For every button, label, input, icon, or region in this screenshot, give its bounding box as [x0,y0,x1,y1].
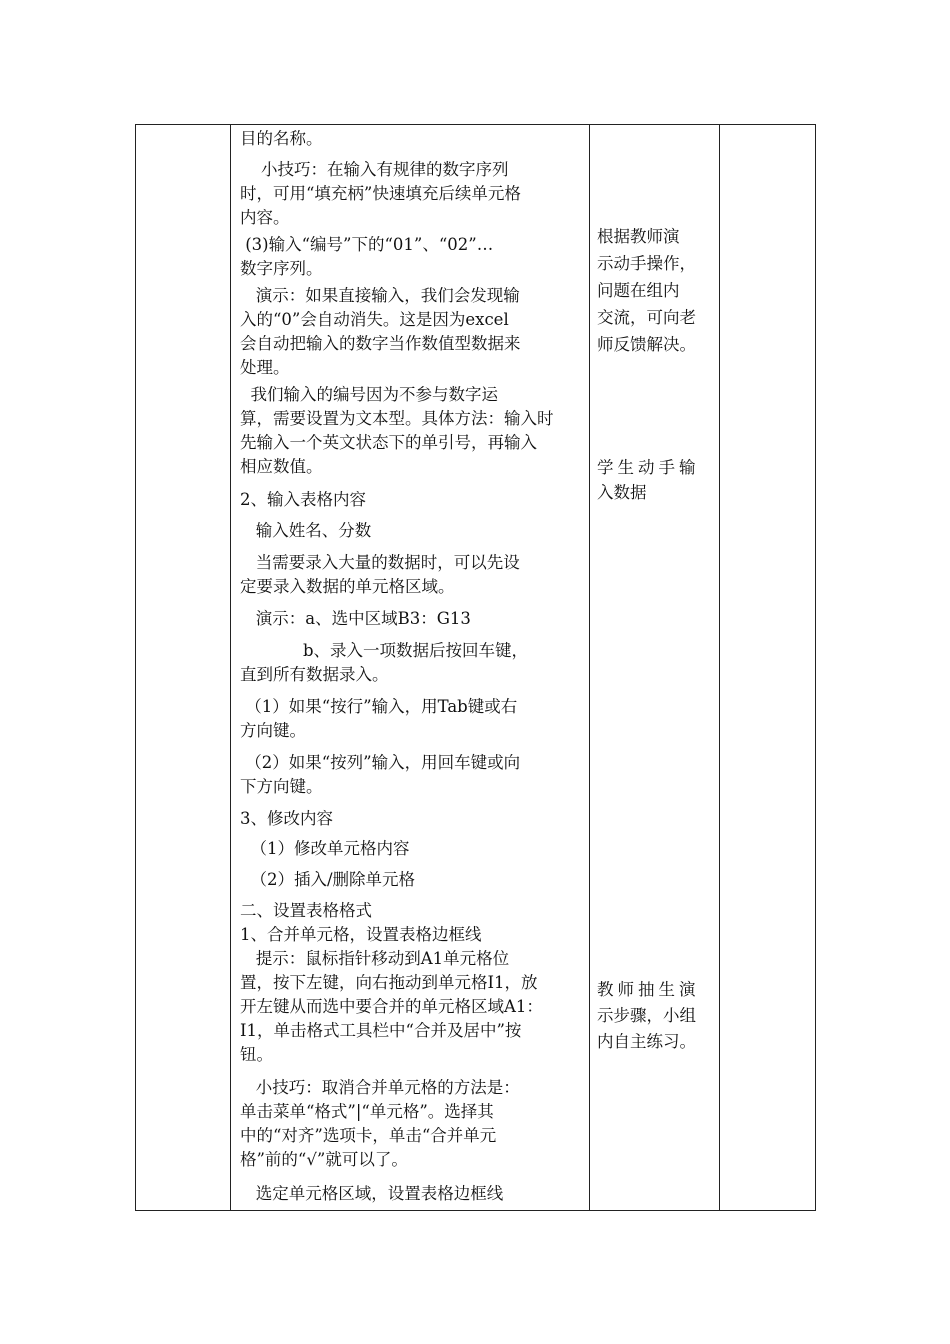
content-line: （2）插入/删除单元格 [240,870,416,889]
content-line: 会自动把输入的数字当作数值型数据来 [240,334,521,353]
content-line: 数字序列。 [240,259,323,278]
content-line: 下方向键。 [240,777,323,796]
lesson-plan-table [135,124,816,1211]
content-line: 开左键从而选中要合并的单元格区域A1： [240,997,543,1016]
content-line: 当需要录入大量的数据时，可以先设 [240,553,520,572]
content-line: I1，单击格式工具栏中“合并及居中”按 [240,1021,522,1040]
content-line: 定要录入数据的单元格区域。 [240,577,455,596]
activity-line: 学生动手输 [597,458,700,477]
content-line: （1）修改单元格内容 [240,839,410,858]
activity-line: 问题在组内 [597,281,680,300]
content-line: (3)输入“编号”下的“01”、“02”… [240,235,494,254]
activity-line: 根据教师演 [597,227,680,246]
content-line: （2）如果“按列”输入，用回车键或向 [240,753,521,772]
activity-line: 入数据 [597,483,647,502]
content-line: 直到所有数据录入。 [240,665,389,684]
content-line: 目的名称。 [240,129,323,148]
content-line: 格”前的“√”就可以了。 [240,1150,408,1169]
content-heading: 3、修改内容 [240,809,333,828]
content-line: 时，可用“填充柄”快速填充后续单元格 [240,184,521,203]
content-line: 小技巧：取消合并单元格的方法是： [240,1078,520,1097]
activity-line: 教师抽生演 [597,980,700,999]
content-line: 输入姓名、分数 [240,521,372,540]
content-line: 内容。 [240,208,290,227]
activity-line: 示动手操作， [597,254,696,273]
content-line: b、录入一项数据后按回车键， [240,641,529,660]
content-line: 先输入一个英文状态下的单引号，再输入 [240,433,537,452]
content-line: 演示：a、选中区域B3：G13 [240,609,471,628]
content-line: 我们输入的编号因为不参与数字运 [240,385,498,404]
content-line: 处理。 [240,358,290,377]
content-line: 中的“对齐”选项卡，单击“合并单元 [240,1126,497,1145]
content-line: 算，需要设置为文本型。具体方法：输入时 [240,409,554,428]
column-divider-2 [589,125,590,1210]
activity-line: 示步骤，小组 [597,1006,696,1025]
content-line: （1）如果“按行”输入，用Tab键或右 [240,697,518,716]
content-line: 选定单元格区域，设置表格边框线 [240,1184,504,1203]
content-line: 提示：鼠标指针移动到A1单元格位 [240,949,510,968]
content-line: 小技巧：在输入有规律的数字序列 [240,160,509,179]
activity-line: 师反馈解决。 [597,335,696,354]
content-line: 演示：如果直接输入，我们会发现输 [240,286,520,305]
content-line: 方向键。 [240,721,306,740]
content-line: 置，按下左键，向右拖动到单元格I1，放 [240,973,538,992]
content-line: 单击菜单“格式”|“单元格”。选择其 [240,1102,494,1121]
content-heading: 二、设置表格格式 [240,901,372,920]
column-divider-1 [230,125,231,1210]
content-line: 入的“0”会自动消失。这是因为excel [240,310,509,329]
activity-line: 内自主练习。 [597,1032,696,1051]
content-heading: 2、输入表格内容 [240,490,366,509]
content-line: 钮。 [240,1045,273,1064]
column-divider-3 [719,125,720,1210]
content-line: 相应数值。 [240,457,323,476]
activity-line: 交流，可向老 [597,308,696,327]
content-heading: 1、合并单元格，设置表格边框线 [240,925,482,944]
